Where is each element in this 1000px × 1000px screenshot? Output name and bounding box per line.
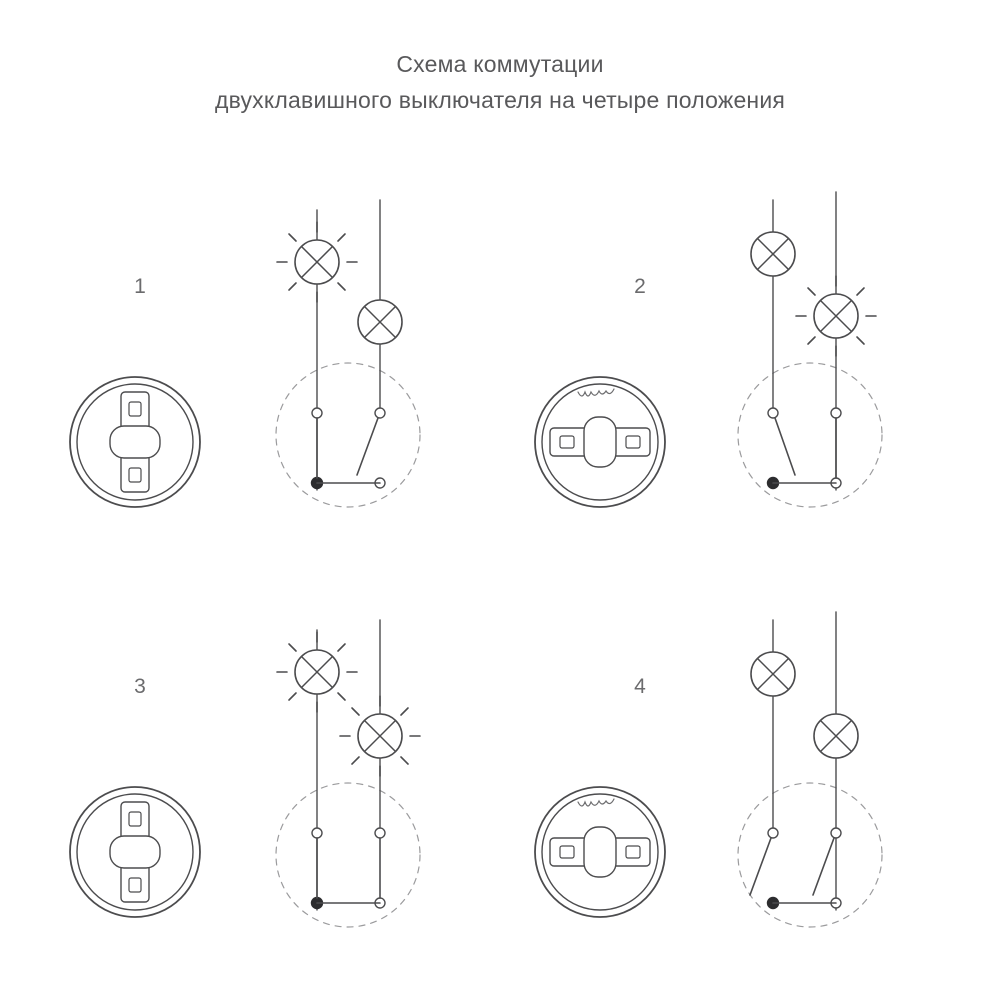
rotary-switch-position-3 — [70, 787, 200, 917]
contact-top-right-4 — [831, 828, 841, 838]
contact-top-right-3 — [375, 828, 385, 838]
page-title-line-1: Схема коммутации — [396, 51, 604, 77]
switch-boundary-dashed-3 — [276, 783, 420, 927]
switch-boundary-dashed-4 — [738, 783, 882, 927]
contact-top-left-4 — [768, 828, 778, 838]
diagram-panel-4 — [500, 570, 1000, 960]
diagram-panel-3 — [0, 570, 500, 960]
blade-left-open-2 — [775, 418, 795, 475]
contact-top-left-1 — [312, 408, 322, 418]
panel-number-1: 1 — [134, 275, 146, 298]
blade-left-open-4 — [750, 838, 771, 895]
rotary-switch-position-1 — [70, 377, 200, 507]
panel-number-3: 3 — [134, 675, 146, 698]
contact-top-left-3 — [312, 828, 322, 838]
panel-number-4: 4 — [634, 675, 646, 698]
diagram-panel-1 — [0, 170, 500, 560]
switch-boundary-dashed-1 — [276, 363, 420, 507]
rotary-switch-position-4 — [535, 787, 665, 917]
contact-top-right-2 — [831, 408, 841, 418]
lamp-left-2 — [751, 232, 795, 276]
panel-number-2: 2 — [634, 275, 646, 298]
page-title — [0, 46, 1000, 118]
blade-right-open-1 — [357, 418, 378, 475]
lamp-left-4 — [751, 652, 795, 696]
panel-3-graphics — [0, 570, 500, 960]
contact-top-right-1 — [375, 408, 385, 418]
panel-4-graphics — [500, 570, 1000, 960]
panel-1-graphics — [0, 170, 500, 560]
switch-boundary-dashed-2 — [738, 363, 882, 507]
contact-top-left-2 — [768, 408, 778, 418]
page-title-line-2: двухклавишного выключателя на четыре положения — [214, 87, 786, 113]
lamp-right-4 — [814, 714, 858, 758]
diagram-panel-2 — [500, 170, 1000, 560]
lamp-right-1 — [358, 300, 402, 344]
panel-2-graphics — [500, 170, 1000, 560]
rotary-switch-position-2 — [535, 377, 665, 507]
blade-right-open-4 — [813, 838, 834, 895]
